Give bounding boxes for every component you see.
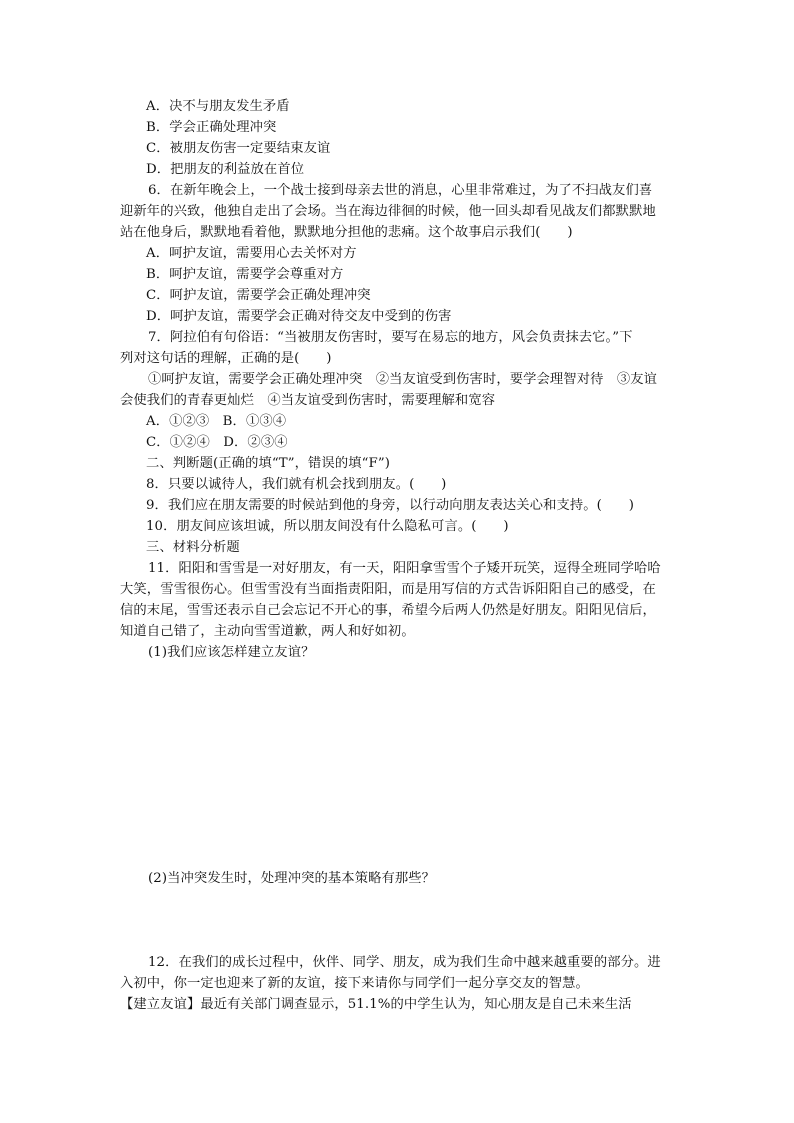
q6-option-d: D．呵护友谊，需要学会正确对待交友中受到的伤害: [146, 309, 452, 324]
q11-line-3: 信的末尾，雪雪还表示自己会忘记不开心的事，希望今后两人仍然是好朋友。阳阳见信后，: [120, 603, 656, 618]
q6-option-a: A．呵护友谊，需要用心去关怀对方: [146, 246, 357, 261]
q12-line-1: 12．在我们的成长过程中，伙伴、同学、朋友，成为我们生命中越来越重要的部分。进: [148, 955, 661, 970]
q7-options-line-1: A．①②③ B．①③④: [146, 414, 287, 429]
q11-line-2: 大笑，雪雪很伤心。但雪雪没有当面指责阳阳，而是用写信的方式告诉阳阳自己的感受，在: [120, 582, 656, 597]
q7-statements-line-2: 会使我们的青春更灿烂 ④当友谊受到伤害时，需要理解和宽容: [120, 393, 496, 408]
q9: 9．我们应在朋友需要的时候站到他的身旁，以行动向朋友表达关心和支持。( ): [146, 498, 635, 513]
q12-line-2: 入初中，你一定也迎来了新的友谊，接下来请你与同学们一起分享交友的智慧。: [120, 976, 589, 991]
q11-subquestion-1: (1)我们应该怎样建立友谊？: [148, 645, 315, 660]
q7-options-line-2: C．①②④ D．②③④: [146, 435, 288, 450]
q6-option-b: B．呵护友谊，需要学会尊重对方: [146, 267, 344, 282]
section2-heading: 二、判断题(正确的填“T”，错误的填“F”): [146, 456, 391, 471]
q6-stem-line-3: 站在他身后，默默地看着他，默默地分担他的悲痛。这个故事启示我们( ): [120, 225, 573, 240]
q10: 10．朋友间应该坦诚，所以朋友间没有什么隐私可言。( ): [146, 519, 509, 534]
q6-stem-line-1: 6．在新年晚会上，一个战士接到母亲去世的消息，心里非常难过，为了不扫战友们喜: [148, 183, 653, 198]
q11-line-4: 知道自己错了，主动向雪雪道歉，两人和好如初。: [120, 624, 415, 639]
q7-stem-line-2: 列对这句话的理解，正确的是( ): [120, 351, 332, 366]
q6-option-c: C．呵护友谊，需要学会正确处理冲突: [146, 288, 371, 303]
q11-line-1: 11．阳阳和雪雪是一对好朋友，有一天，阳阳拿雪雪个子矮开玩笑，逗得全班同学哈哈: [148, 561, 661, 576]
q7-statements-line-1: ①呵护友谊，需要学会正确处理冲突 ②当友谊受到伤害时，要学会理智对待 ③友谊: [148, 372, 658, 387]
q5-option-b: B．学会正确处理冲突: [146, 120, 277, 135]
q11-subquestion-2: (2)当冲突发生时，处理冲突的基本策略有那些？: [148, 871, 436, 886]
q5-option-c: C．被朋友伤害一定要结束友谊: [146, 141, 331, 156]
q5-option-a: A．决不与朋友发生矛盾: [146, 99, 290, 114]
section3-heading: 三、材料分析题: [146, 540, 240, 555]
q12-line-3: 【建立友谊】最近有关部门调查显示，51.1%的中学生认为，知心朋友是自己未来生活: [120, 997, 632, 1012]
q6-stem-line-2: 迎新年的兴致，他独自走出了会场。当在海边徘徊的时候，他一回头却看见战友们都默默地: [120, 204, 656, 219]
q8: 8．只要以诚待人，我们就有机会找到朋友。( ): [146, 477, 447, 492]
q7-stem-line-1: 7．阿拉伯有句俗语：“当被朋友伤害时，要写在易忘的地方，风会负责抹去它。”下: [148, 330, 633, 345]
q5-option-d: D．把朋友的利益放在首位: [146, 162, 305, 177]
